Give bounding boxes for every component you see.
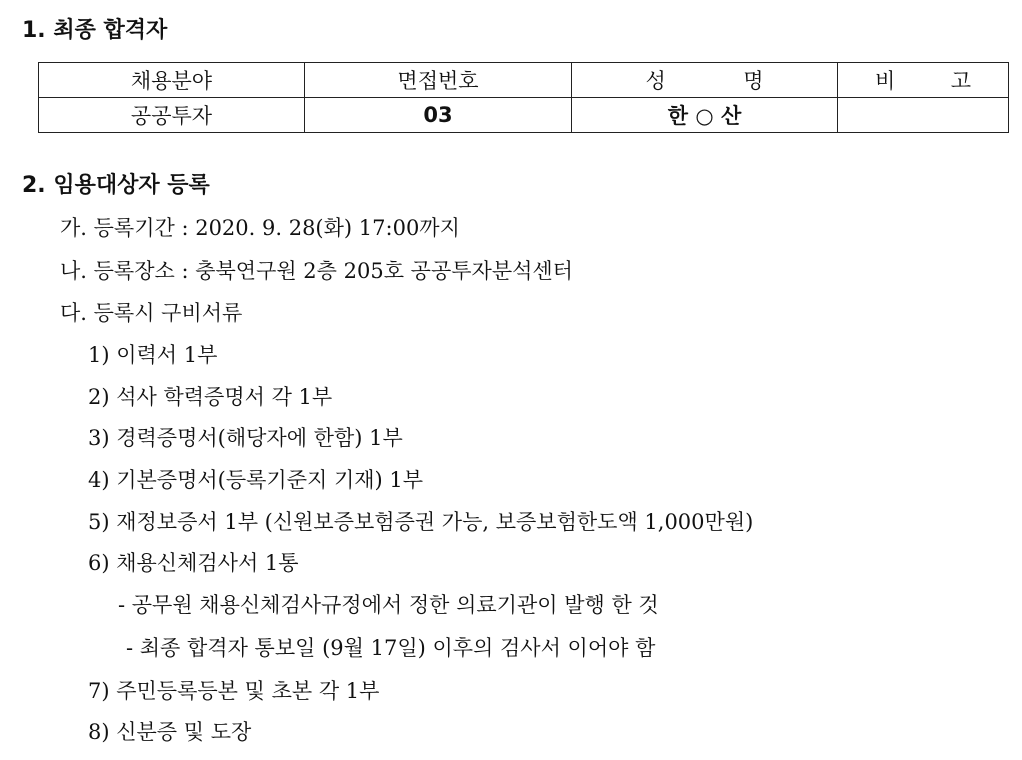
doc-item: 1) 이력서 1부 [88, 343, 218, 367]
cell-note [838, 98, 1009, 133]
required-docs-heading: 다. 등록시 구비서류 [60, 301, 243, 325]
doc-item: 6) 채용신체검사서 1통 [88, 551, 299, 575]
header-interview-number: 면접번호 [305, 63, 572, 98]
health-note: - 공무원 채용신체검사규정에서 정한 의료기관이 발행 한 것 [118, 593, 659, 617]
section-title-registration: 2. 임용대상자 등록 [22, 173, 210, 198]
registration-period: 가. 등록기간 : 2020. 9. 28(화) 17:00까지 [60, 216, 460, 240]
final-passers-table [38, 62, 1009, 133]
header-name-part: 성 [645, 69, 666, 93]
doc-item: 5) 재정보증서 1부 (신원보증보험증권 가능, 보증보험한도액 1,000만원) [88, 510, 754, 534]
header-field: 채용분야 [39, 63, 305, 98]
table-row [39, 98, 1009, 133]
cell-interview-number: 03 [305, 98, 572, 133]
doc-item: 3) 경력증명서(해당자에 한함) 1부 [88, 426, 403, 450]
header-name [572, 63, 838, 98]
header-note-part: 고 [950, 69, 971, 93]
header-note-part: 비 [875, 69, 896, 93]
table-header-row [39, 63, 1009, 98]
health-note: - 최종 합격자 통보일 (9월 17일) 이후의 검사서 이어야 함 [126, 636, 656, 660]
section-title-final-passers: 1. 최종 합격자 [22, 18, 168, 43]
header-name-part: 명 [743, 69, 764, 93]
doc-item: 2) 석사 학력증명서 각 1부 [88, 385, 333, 409]
registration-place: 나. 등록장소 : 충북연구원 2층 205호 공공투자분석센터 [60, 259, 573, 283]
doc-item: 7) 주민등록등본 및 초본 각 1부 [88, 679, 380, 703]
doc-item: 8) 신분증 및 도장 [88, 720, 252, 744]
cell-name: 한 ○ 산 [572, 98, 838, 133]
doc-item: 4) 기본증명서(등록기준지 기재) 1부 [88, 468, 424, 492]
header-note [838, 63, 1009, 98]
cell-field: 공공투자 [39, 98, 305, 133]
